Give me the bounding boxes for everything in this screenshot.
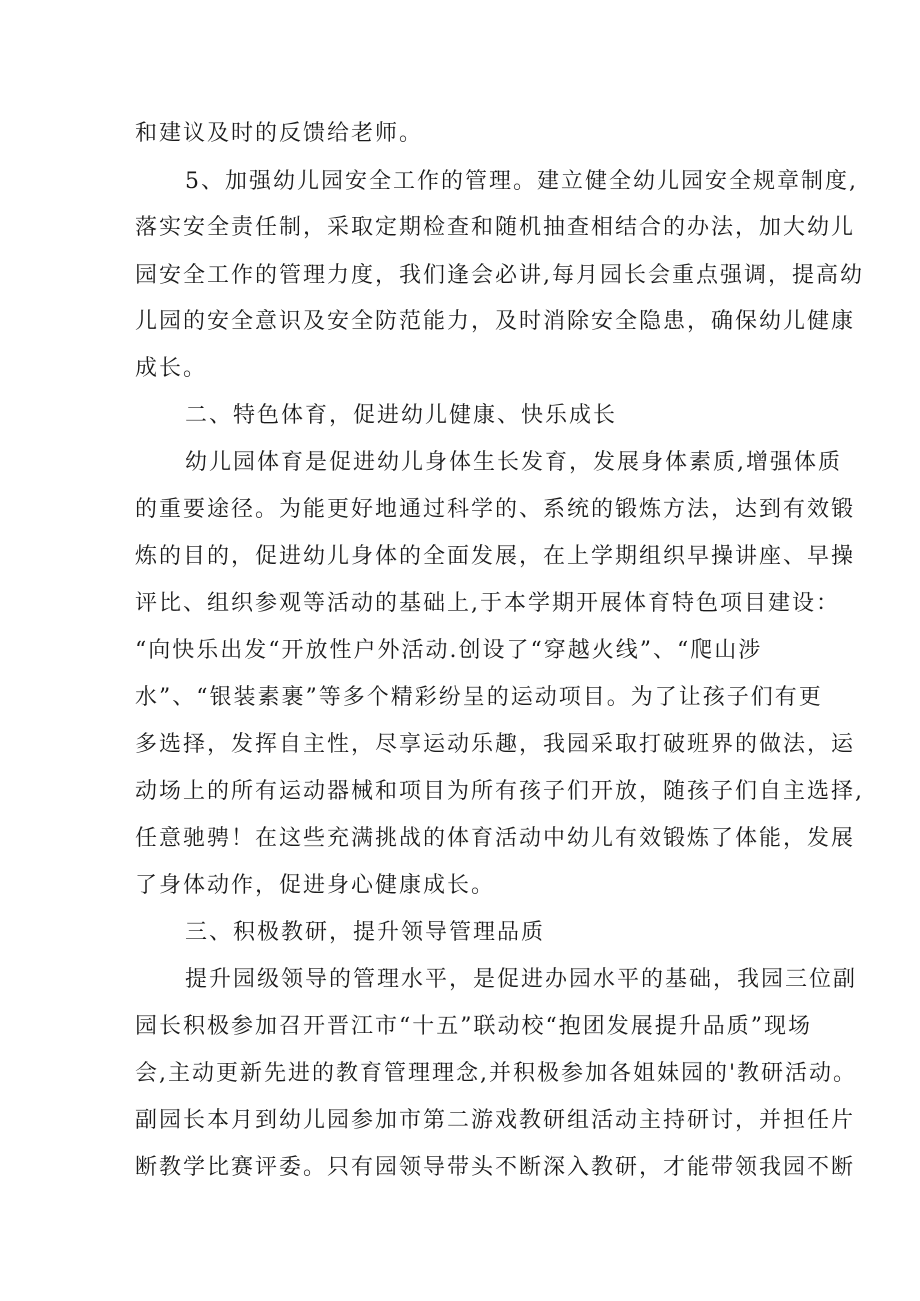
paragraph-start-line: 提升园级领导的管理水平，是促进办园水平的基础，我园三位副 <box>185 967 858 992</box>
text-line: 评比、组织参观等活动的基础上,于本学期开展体育特色项目建设： <box>135 591 840 616</box>
text-line: 多选择，发挥自主性，尽享运动乐趣，我园采取打破班界的做法，运 <box>135 732 856 757</box>
text-line: 炼的目的，促进幼儿身体的全面发展，在上学期组织早操讲座、早操 <box>135 544 856 569</box>
text-line: 儿园的安全意识及安全防范能力，及时消除安全隐患，确保幼儿健康 <box>135 309 856 334</box>
paragraph-start-line: 幼儿园体育是促进幼儿身体生长发育，发展身体素质,增强体质 <box>185 450 842 475</box>
text-line: 任意驰骋！在这些充满挑战的体育活动中幼儿有效锻炼了体能，发展 <box>135 826 856 851</box>
text-line: 落实安全责任制，采取定期检查和随机抽查相结合的办法，加大幼儿 <box>135 215 856 240</box>
text-line: 的重要途径。为能更好地通过科学的、系统的锻炼方法，达到有效锻 <box>135 497 856 522</box>
paragraph-start-line: 5、加强幼儿园安全工作的管理。建立健全幼儿园安全规章制度, <box>185 169 858 194</box>
text-line: 副园长本月到幼儿园参加市第二游戏教研组活动主持研讨，并担任片 <box>135 1108 856 1133</box>
section-heading: 二、特色体育，促进幼儿健康、快乐成长 <box>185 403 618 428</box>
text-line: 成长。 <box>135 356 208 381</box>
text-line: 断教学比赛评委。只有园领导带头不断深入教研，才能带领我园不断 <box>135 1155 856 1180</box>
text-line: 园长积极参加召开晋江市“十五”联动校“抱团发展提升品质”现场 <box>135 1014 812 1039</box>
text-line: 了身体动作，促进身心健康成长。 <box>135 873 496 898</box>
section-heading: 三、积极教研，提升领导管理品质 <box>185 920 546 945</box>
text-line: 和建议及时的反馈给老师。 <box>135 121 424 146</box>
text-line: 园安全工作的管理力度，我们逢会必讲,每月园长会重点强调，提高幼 <box>135 263 864 288</box>
text-line: 动场上的所有运动器械和项目为所有孩子们开放，随孩子们自主选择, <box>135 779 864 804</box>
text-line: “向快乐出发“开放性户外活动.创设了“穿越火线”、“爬山涉 <box>135 638 763 663</box>
text-line: 会,主动更新先进的教育管理理念,并积极参加各姐妹园的'教研活动。 <box>135 1061 858 1086</box>
text-line: 水”、“银装素裹”等多个精彩纷呈的运动项目。为了让孩子们有更 <box>135 685 823 710</box>
